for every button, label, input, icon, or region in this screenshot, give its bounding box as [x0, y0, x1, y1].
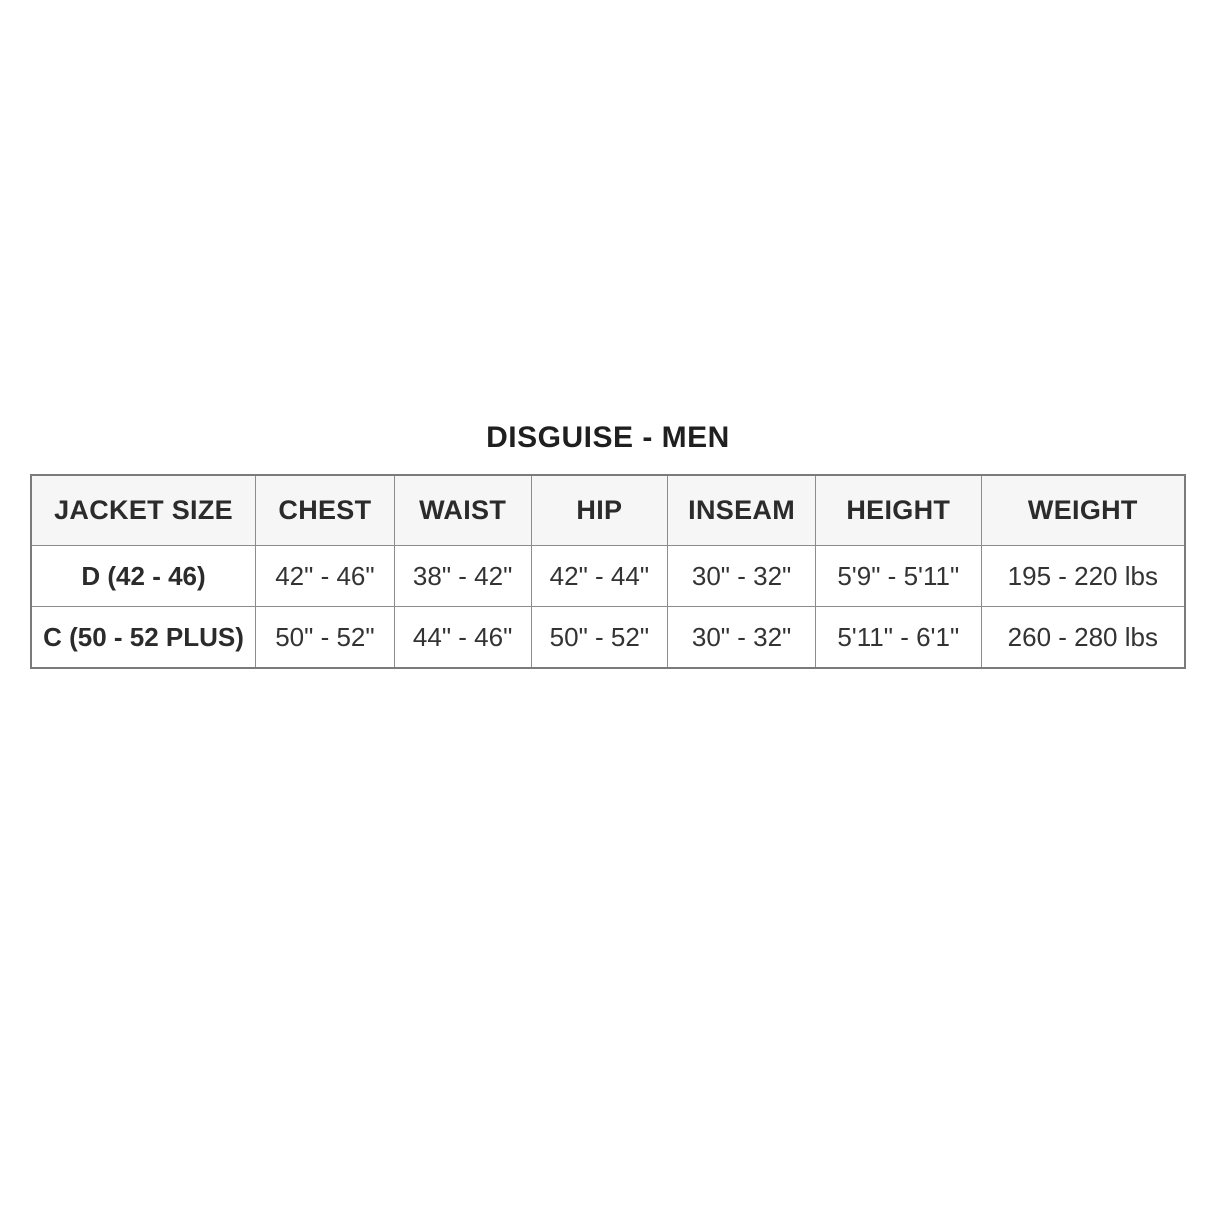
page-title: DISGUISE - MEN [486, 421, 730, 454]
cell-d-height: 5'9" - 5'11" [815, 546, 981, 607]
cell-d-hip: 42" - 44" [531, 546, 668, 607]
cell-c-weight: 260 - 280 lbs [981, 607, 1185, 669]
column-header-waist: WAIST [394, 475, 531, 546]
row-label-size-d: D (42 - 46) [31, 546, 256, 607]
size-chart-table [30, 474, 1186, 669]
column-header-inseam: INSEAM [668, 475, 816, 546]
column-header-weight: WEIGHT [981, 475, 1185, 546]
cell-c-waist: 44" - 46" [394, 607, 531, 669]
cell-d-inseam: 30" - 32" [668, 546, 816, 607]
table-row-size-d [31, 546, 1185, 607]
table-header-row [31, 475, 1185, 546]
column-header-hip: HIP [531, 475, 668, 546]
cell-c-height: 5'11" - 6'1" [815, 607, 981, 669]
cell-c-hip: 50" - 52" [531, 607, 668, 669]
cell-d-chest: 42" - 46" [256, 546, 395, 607]
cell-d-weight: 195 - 220 lbs [981, 546, 1185, 607]
cell-c-inseam: 30" - 32" [668, 607, 816, 669]
column-header-jacket-size: JACKET SIZE [31, 475, 256, 546]
row-label-size-c: C (50 - 52 PLUS) [31, 607, 256, 669]
cell-d-waist: 38" - 42" [394, 546, 531, 607]
column-header-chest: CHEST [256, 475, 395, 546]
table-row-size-c [31, 607, 1185, 669]
cell-c-chest: 50" - 52" [256, 607, 395, 669]
column-header-height: HEIGHT [815, 475, 981, 546]
